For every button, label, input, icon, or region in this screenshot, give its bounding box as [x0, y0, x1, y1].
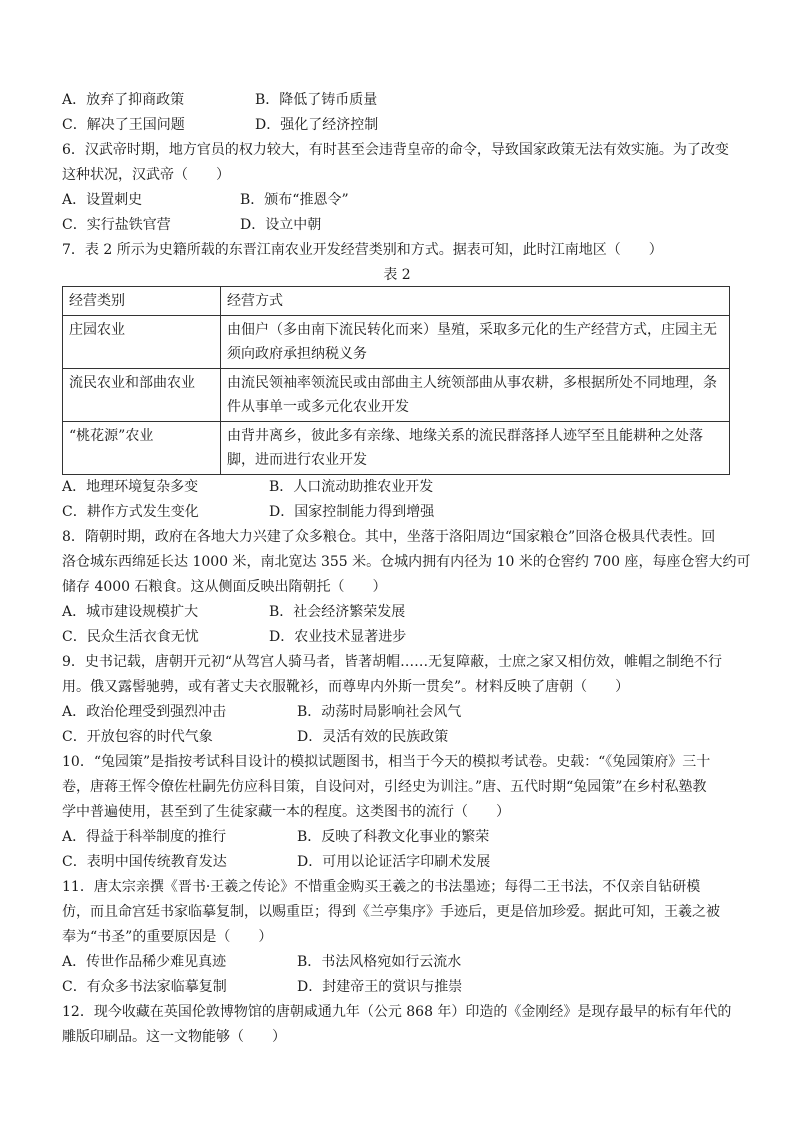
question-stem-line: 学中普遍使用，甚至到了生徒家藏一本的程度。这类图书的流行（ ）: [62, 804, 510, 820]
option-c[interactable]: C．有众多书法家临摹复制: [62, 979, 227, 995]
table-header-cell: 经营类别: [63, 287, 221, 316]
option-d[interactable]: D．设立中朝: [240, 217, 322, 233]
question-stem-line: 洛仓城东西绵延长达 1000 米，南北宽达 355 米。仓城内拥有内径为 10 米的仓窖约 700 座，每座仓窖大约可: [62, 554, 751, 570]
option-a[interactable]: A．设置刺史: [62, 192, 143, 208]
option-d[interactable]: D．国家控制能力得到增强: [269, 504, 435, 520]
option-row: [62, 825, 732, 850]
option-row: [62, 700, 732, 725]
table-cell: 由背井离乡，彼此多有亲缘、地缘关系的流民群落择人迹罕至且能耕种之处落脚，进而进行农业开发: [221, 422, 730, 475]
option-c[interactable]: C．表明中国传统教育发达: [62, 854, 227, 870]
option-c[interactable]: C．开放包容的时代气象: [62, 729, 213, 745]
question-stem-line: 7．表 2 所示为史籍所载的东晋江南农业开发经营类别和方式。据表可知，此时江南地区（ ）: [62, 242, 663, 258]
table-cell: “桃花源”农业: [63, 422, 221, 475]
table-row: [63, 422, 730, 475]
table-cell: 庄园农业: [63, 316, 221, 369]
option-d[interactable]: D．封建帝王的赏识与推崇: [297, 979, 463, 995]
table-header-row: [63, 287, 730, 316]
option-row: [62, 113, 732, 138]
question-stem-line: 雕版印刷品。这一文物能够（ ）: [62, 1029, 286, 1045]
option-a[interactable]: A．得益于科举制度的推行: [62, 829, 227, 845]
question-stem-line: 卷，唐蒋王恽令僚佐杜嗣先仿应科目策，自设问对，引经史为训注。”唐、五代时期“兔园策”在乡村私塾教: [62, 779, 707, 795]
option-c[interactable]: C．民众生活衣食无忧: [62, 629, 199, 645]
table-header-cell: 经营方式: [221, 287, 730, 316]
question-stem-line: 6．汉武帝时期，地方官员的权力较大，有时甚至会违背皇帝的命令，导致国家政策无法有效实施。为了改变: [62, 142, 729, 158]
question-stem-line: 10．“兔园策”是指按考试科目设计的模拟试题图书，相当于今天的模拟考试卷。史载：“《兔园策府》三十: [62, 754, 711, 770]
question-stem-line: 仿，而且命宫廷书家临摹复制，以赐重臣；得到《兰亭集序》手迹后，更是倍加珍爱。据此可知，王羲之被: [62, 904, 720, 920]
question-8: [62, 525, 751, 650]
option-b[interactable]: B．书法风格宛如行云流水: [297, 954, 462, 970]
question-stem-line: 这种状况，汉武帝（ ）: [62, 167, 230, 183]
question-stem-line: 12．现今收藏在英国伦敦博物馆的唐朝咸通九年（公元 868 年）印造的《金刚经》是现存最早的标有年代的: [62, 1004, 732, 1020]
question-stem-line: 奉为“书圣”的重要原因是（ ）: [62, 929, 273, 945]
option-row: [62, 975, 732, 1000]
option-b[interactable]: B．动荡时局影响社会风气: [297, 704, 462, 720]
question-stem-line: 9．史书记载，唐朝开元初“从驾宫人骑马者，皆著胡帽……无复障蔽，士庶之家又相仿效，帷帽之制绝不行: [62, 654, 723, 670]
option-c[interactable]: C．实行盐铁官营: [62, 217, 171, 233]
table-row: [63, 369, 730, 422]
question-stem-line: 11．唐太宗亲撰《晋书·王羲之传论》不惜重金购买王羲之的书法墨迹；每得二王书法，不仅亲自钻研模: [62, 879, 701, 895]
option-b[interactable]: B．社会经济繁荣发展: [269, 604, 406, 620]
option-d[interactable]: D．农业技术显著进步: [269, 629, 407, 645]
table-cell: 由佃户（多由南下流民转化而来）垦殖，采取多元化的生产经营方式，庄园主无须向政府承担纳税义务: [221, 316, 730, 369]
option-a[interactable]: A．政治伦理受到强烈冲击: [62, 704, 227, 720]
option-d[interactable]: D．灵活有效的民族政策: [297, 729, 449, 745]
question-12: [62, 1000, 732, 1050]
option-a[interactable]: A．放弃了抑商政策: [62, 92, 185, 108]
option-b[interactable]: B．降低了铸币质量: [255, 92, 378, 108]
option-b[interactable]: B．颁布“推恩令”: [240, 192, 349, 208]
question-5-options: [62, 88, 732, 138]
question-stem-line: 储存 4000 石粮食。这从侧面反映出隋朝托（ ）: [62, 579, 387, 595]
question-7: [62, 238, 732, 525]
option-row: [62, 625, 732, 650]
question-11: [62, 875, 732, 1000]
option-row: [62, 950, 732, 975]
question-stem-line: 用。俄又露髻驰骋，或有著丈夫衣服靴衫，而尊卑内外斯一贯矣”。材料反映了唐朝（ ）: [62, 679, 630, 695]
table-row: [63, 316, 730, 369]
exam-page: [62, 88, 751, 1050]
question-10: [62, 750, 732, 875]
option-row: [62, 500, 732, 525]
table-cell: 流民农业和部曲农业: [63, 369, 221, 422]
table-caption: 表 2: [383, 267, 411, 283]
option-d[interactable]: D．可用以论证活字印刷术发展: [297, 854, 491, 870]
data-table: [62, 286, 730, 475]
question-stem-line: 8．隋朝时期，政府在各地大力兴建了众多粮仓。其中，坐落于洛阳周边“国家粮仓”回洛仓极具代表性。回: [62, 529, 716, 545]
option-a[interactable]: A．传世作品稀少难见真迹: [62, 954, 227, 970]
option-b[interactable]: B．反映了科教文化事业的繁荣: [297, 829, 490, 845]
option-row: [62, 850, 732, 875]
option-row: [62, 475, 732, 500]
option-a[interactable]: A．城市建设规模扩大: [62, 604, 199, 620]
option-row: [62, 88, 732, 113]
option-row: [62, 600, 732, 625]
option-c[interactable]: C．解决了王国问题: [62, 117, 185, 133]
option-c[interactable]: C．耕作方式发生变化: [62, 504, 199, 520]
option-row: [62, 188, 732, 213]
option-row: [62, 213, 732, 238]
option-b[interactable]: B．人口流动助推农业开发: [269, 479, 434, 495]
option-a[interactable]: A．地理环境复杂多变: [62, 479, 199, 495]
question-6: [62, 138, 732, 238]
option-row: [62, 725, 732, 750]
table-cell: 由流民领袖率领流民或由部曲主人统领部曲从事农耕，多根据所处不同地理，条件从事单一或多元化农业开发: [221, 369, 730, 422]
option-d[interactable]: D．强化了经济控制: [255, 117, 379, 133]
question-9: [62, 650, 732, 750]
